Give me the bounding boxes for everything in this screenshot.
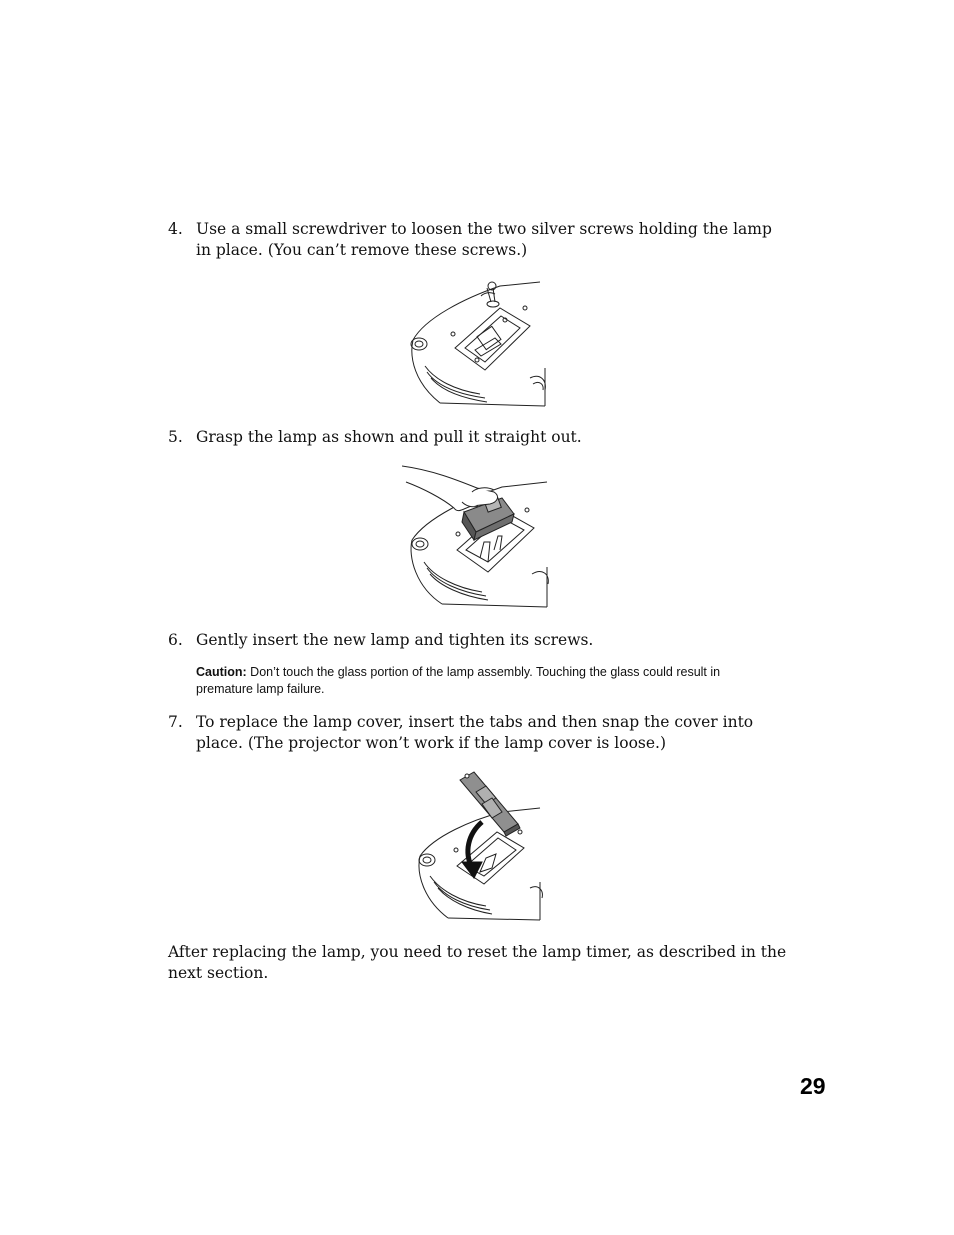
page-number: 29 [800, 1073, 826, 1099]
step-number: 4. [168, 220, 183, 238]
step-number: 5. [168, 428, 183, 446]
step-text: To replace the lamp cover, insert the tabs and then snap the cover into place. (The projector won’t work if the lamp cover is loose.) [196, 713, 754, 752]
step-4 [168, 219, 778, 261]
step-number: 6. [168, 631, 183, 649]
step-7 [168, 712, 778, 754]
step-text: Use a small screwdriver to loosen the two silver screws holding the lamp in place. (You can’t remove these screws.) [196, 220, 772, 259]
figure-lamp-cover-replacement [412, 770, 544, 922]
figure-screwdriver-lamp-screws [405, 278, 550, 410]
caution-label: Caution: [196, 665, 247, 679]
step-6 [168, 630, 778, 651]
step-text: Grasp the lamp as shown and pull it straight out. [196, 428, 582, 446]
step-5 [168, 427, 778, 448]
step-number: 7. [168, 713, 183, 731]
step-text: Gently insert the new lamp and tighten its screws. [196, 631, 594, 649]
caution-note [196, 664, 756, 698]
caution-text: Don’t touch the glass portion of the lamp assembly. Touching the glass could result in premature lamp failure. [196, 665, 721, 696]
closing-paragraph: After replacing the lamp, you need to reset the lamp timer, as described in the next section. [168, 943, 787, 982]
figure-hand-pulling-lamp [402, 462, 552, 610]
